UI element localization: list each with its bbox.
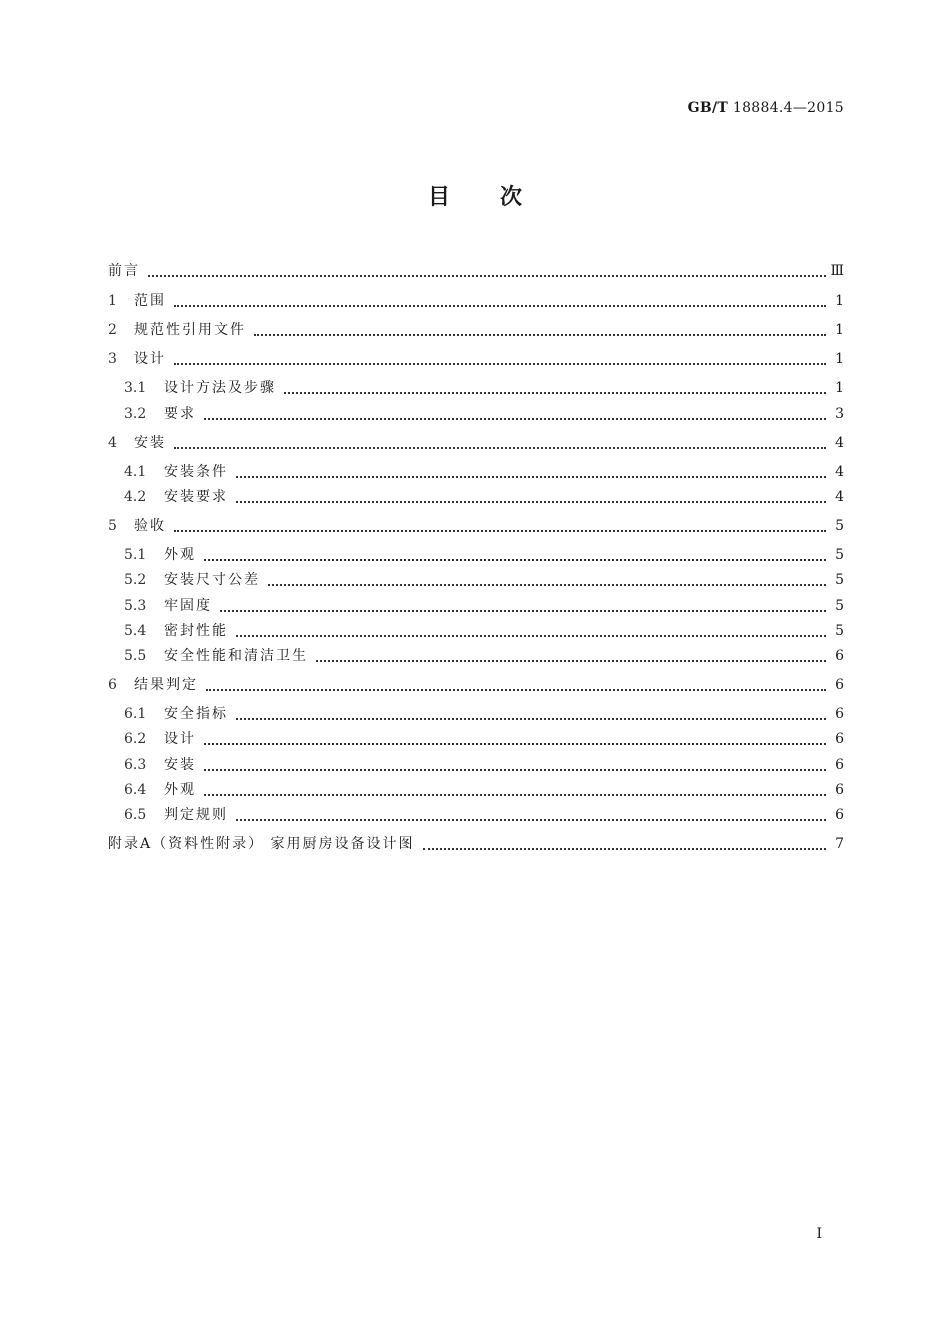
toc-entry-number: 6.2 [124, 731, 147, 747]
toc-entry-number: 3.2 [124, 406, 147, 422]
toc-entry-number: 4 [108, 435, 117, 451]
toc-dot-leader [204, 545, 826, 561]
toc-entry-number: 6.1 [124, 706, 147, 722]
toc-entry[interactable] [124, 375, 844, 397]
toc-entry-page: 1 [835, 322, 844, 338]
toc-entry-number: 5.4 [124, 623, 147, 639]
toc-entry[interactable] [124, 401, 844, 423]
toc-entry-page: 5 [835, 547, 844, 563]
toc-entry-number: 5 [108, 518, 117, 534]
toc-entry-label: 范围 [134, 293, 166, 309]
toc-entry[interactable] [108, 672, 844, 694]
toc-entry[interactable] [124, 459, 844, 481]
toc-dot-leader [236, 805, 826, 821]
toc-entry-page: 6 [835, 757, 844, 773]
toc-dot-leader [204, 404, 826, 420]
toc-entry-page: 5 [835, 518, 844, 534]
toc-entry-label: 规范性引用文件 [134, 322, 246, 338]
toc-entry-label: 附录A（资料性附录） 家用厨房设备设计图 [108, 836, 415, 852]
toc-entry-label: 安装 [164, 757, 196, 773]
toc-entry-label: 安装尺寸公差 [164, 572, 260, 588]
toc-entry-page: 5 [835, 572, 844, 588]
toc-entry[interactable] [108, 346, 844, 368]
toc-entry-number: 5.5 [124, 648, 147, 664]
toc-entry[interactable] [108, 513, 844, 535]
toc-dot-leader [236, 487, 826, 503]
toc-entry-page: 6 [835, 706, 844, 722]
toc-dot-leader [268, 570, 826, 586]
toc-entry-page: 4 [835, 489, 844, 505]
toc-entry-number: 6.3 [124, 757, 147, 773]
toc-entry-label: 设计 [134, 351, 166, 367]
toc-entry-label: 安装要求 [164, 489, 228, 505]
toc-entry-label: 安装条件 [164, 464, 228, 480]
standard-code-prefix: GB/T [687, 100, 729, 116]
page-title: 目次 [427, 185, 572, 210]
standard-code-number: 18884.4—2015 [732, 100, 844, 116]
toc-entry-label: 设计 [164, 731, 196, 747]
toc-dot-leader [236, 462, 826, 478]
toc-entry[interactable] [124, 542, 844, 564]
toc-entry-label: 设计方法及步骤 [164, 380, 276, 396]
toc-dot-leader [236, 621, 826, 637]
toc-entry-label: 牢固度 [164, 598, 212, 614]
toc-entry-label: 安全指标 [164, 706, 228, 722]
toc-dot-leader [174, 516, 826, 532]
toc-dot-leader [174, 291, 826, 307]
toc-entry[interactable] [124, 701, 844, 723]
toc-entry-page: 1 [835, 380, 844, 396]
toc-entry-page: 3 [835, 406, 844, 422]
toc-entry[interactable] [124, 593, 844, 615]
toc-dot-leader [204, 729, 826, 745]
toc-dot-leader [316, 646, 826, 662]
toc-dot-leader [284, 378, 826, 394]
standard-code [688, 100, 844, 116]
toc-entry-label: 密封性能 [164, 623, 228, 639]
toc-entry-label: 判定规则 [164, 807, 228, 823]
toc-entry-page: 4 [835, 464, 844, 480]
toc-entry[interactable] [124, 618, 844, 640]
toc-dot-leader [174, 433, 826, 449]
toc-entry-page: 7 [835, 836, 844, 852]
toc-entry[interactable] [124, 643, 844, 665]
toc-entry-label: 验收 [134, 518, 166, 534]
toc-entry-number: 5.2 [124, 572, 147, 588]
toc-entry[interactable] [108, 317, 844, 339]
toc-entry[interactable] [124, 567, 844, 589]
toc-entry-label: 外观 [164, 782, 196, 798]
toc-entry-page: 6 [835, 782, 844, 798]
toc-entry[interactable] [108, 430, 844, 452]
toc-entry-number: 5.3 [124, 598, 147, 614]
toc-entry-label: 安装 [134, 435, 166, 451]
toc-entry-page: 6 [835, 807, 844, 823]
toc-dot-leader [204, 755, 826, 771]
footer-page-number: I [816, 1226, 822, 1242]
toc-entry-label: 外观 [164, 547, 196, 563]
toc-entry-page: 6 [835, 648, 844, 664]
toc-dot-leader [220, 596, 826, 612]
toc-entry[interactable] [124, 777, 844, 799]
toc-entry-page: 6 [835, 731, 844, 747]
toc-entry[interactable] [124, 726, 844, 748]
toc-entry[interactable] [108, 288, 844, 310]
toc-dot-leader [174, 349, 826, 365]
toc-dot-leader [204, 780, 826, 796]
toc-entry-number: 2 [108, 322, 117, 338]
toc-entry-number: 4.1 [124, 464, 147, 480]
toc-entry-page: 5 [835, 623, 844, 639]
toc-entry-page: 5 [835, 598, 844, 614]
toc-entry[interactable] [124, 802, 844, 824]
toc-entry-number: 3 [108, 351, 117, 367]
toc-dot-leader [236, 704, 826, 720]
toc-dot-leader [423, 834, 826, 850]
toc-entry-label: 前言 [108, 263, 140, 279]
toc-entry-number: 4.2 [124, 489, 147, 505]
toc-entry-page: Ⅲ [830, 263, 844, 279]
toc-dot-leader [148, 261, 826, 277]
toc-dot-leader [254, 320, 826, 336]
toc-dot-leader [206, 675, 826, 691]
toc-entry-page: 4 [835, 435, 844, 451]
toc-entry-number: 1 [108, 293, 117, 309]
toc-entry-number: 6.4 [124, 782, 147, 798]
toc-entry[interactable] [108, 831, 844, 853]
toc-entry-number: 3.1 [124, 380, 147, 396]
toc-entry-page: 1 [835, 351, 844, 367]
toc-entry[interactable] [108, 258, 844, 280]
toc-entry-page: 6 [835, 677, 844, 693]
toc-entry[interactable] [124, 752, 844, 774]
toc-entry-number: 5.1 [124, 547, 147, 563]
toc-entry-label: 要求 [164, 406, 196, 422]
toc-entry-label: 结果判定 [134, 677, 198, 693]
toc-entry-label: 安全性能和清洁卫生 [164, 648, 308, 664]
toc-entry-page: 1 [835, 293, 844, 309]
toc-entry[interactable] [124, 484, 844, 506]
toc-entry-number: 6 [108, 677, 117, 693]
toc-entry-number: 6.5 [124, 807, 147, 823]
